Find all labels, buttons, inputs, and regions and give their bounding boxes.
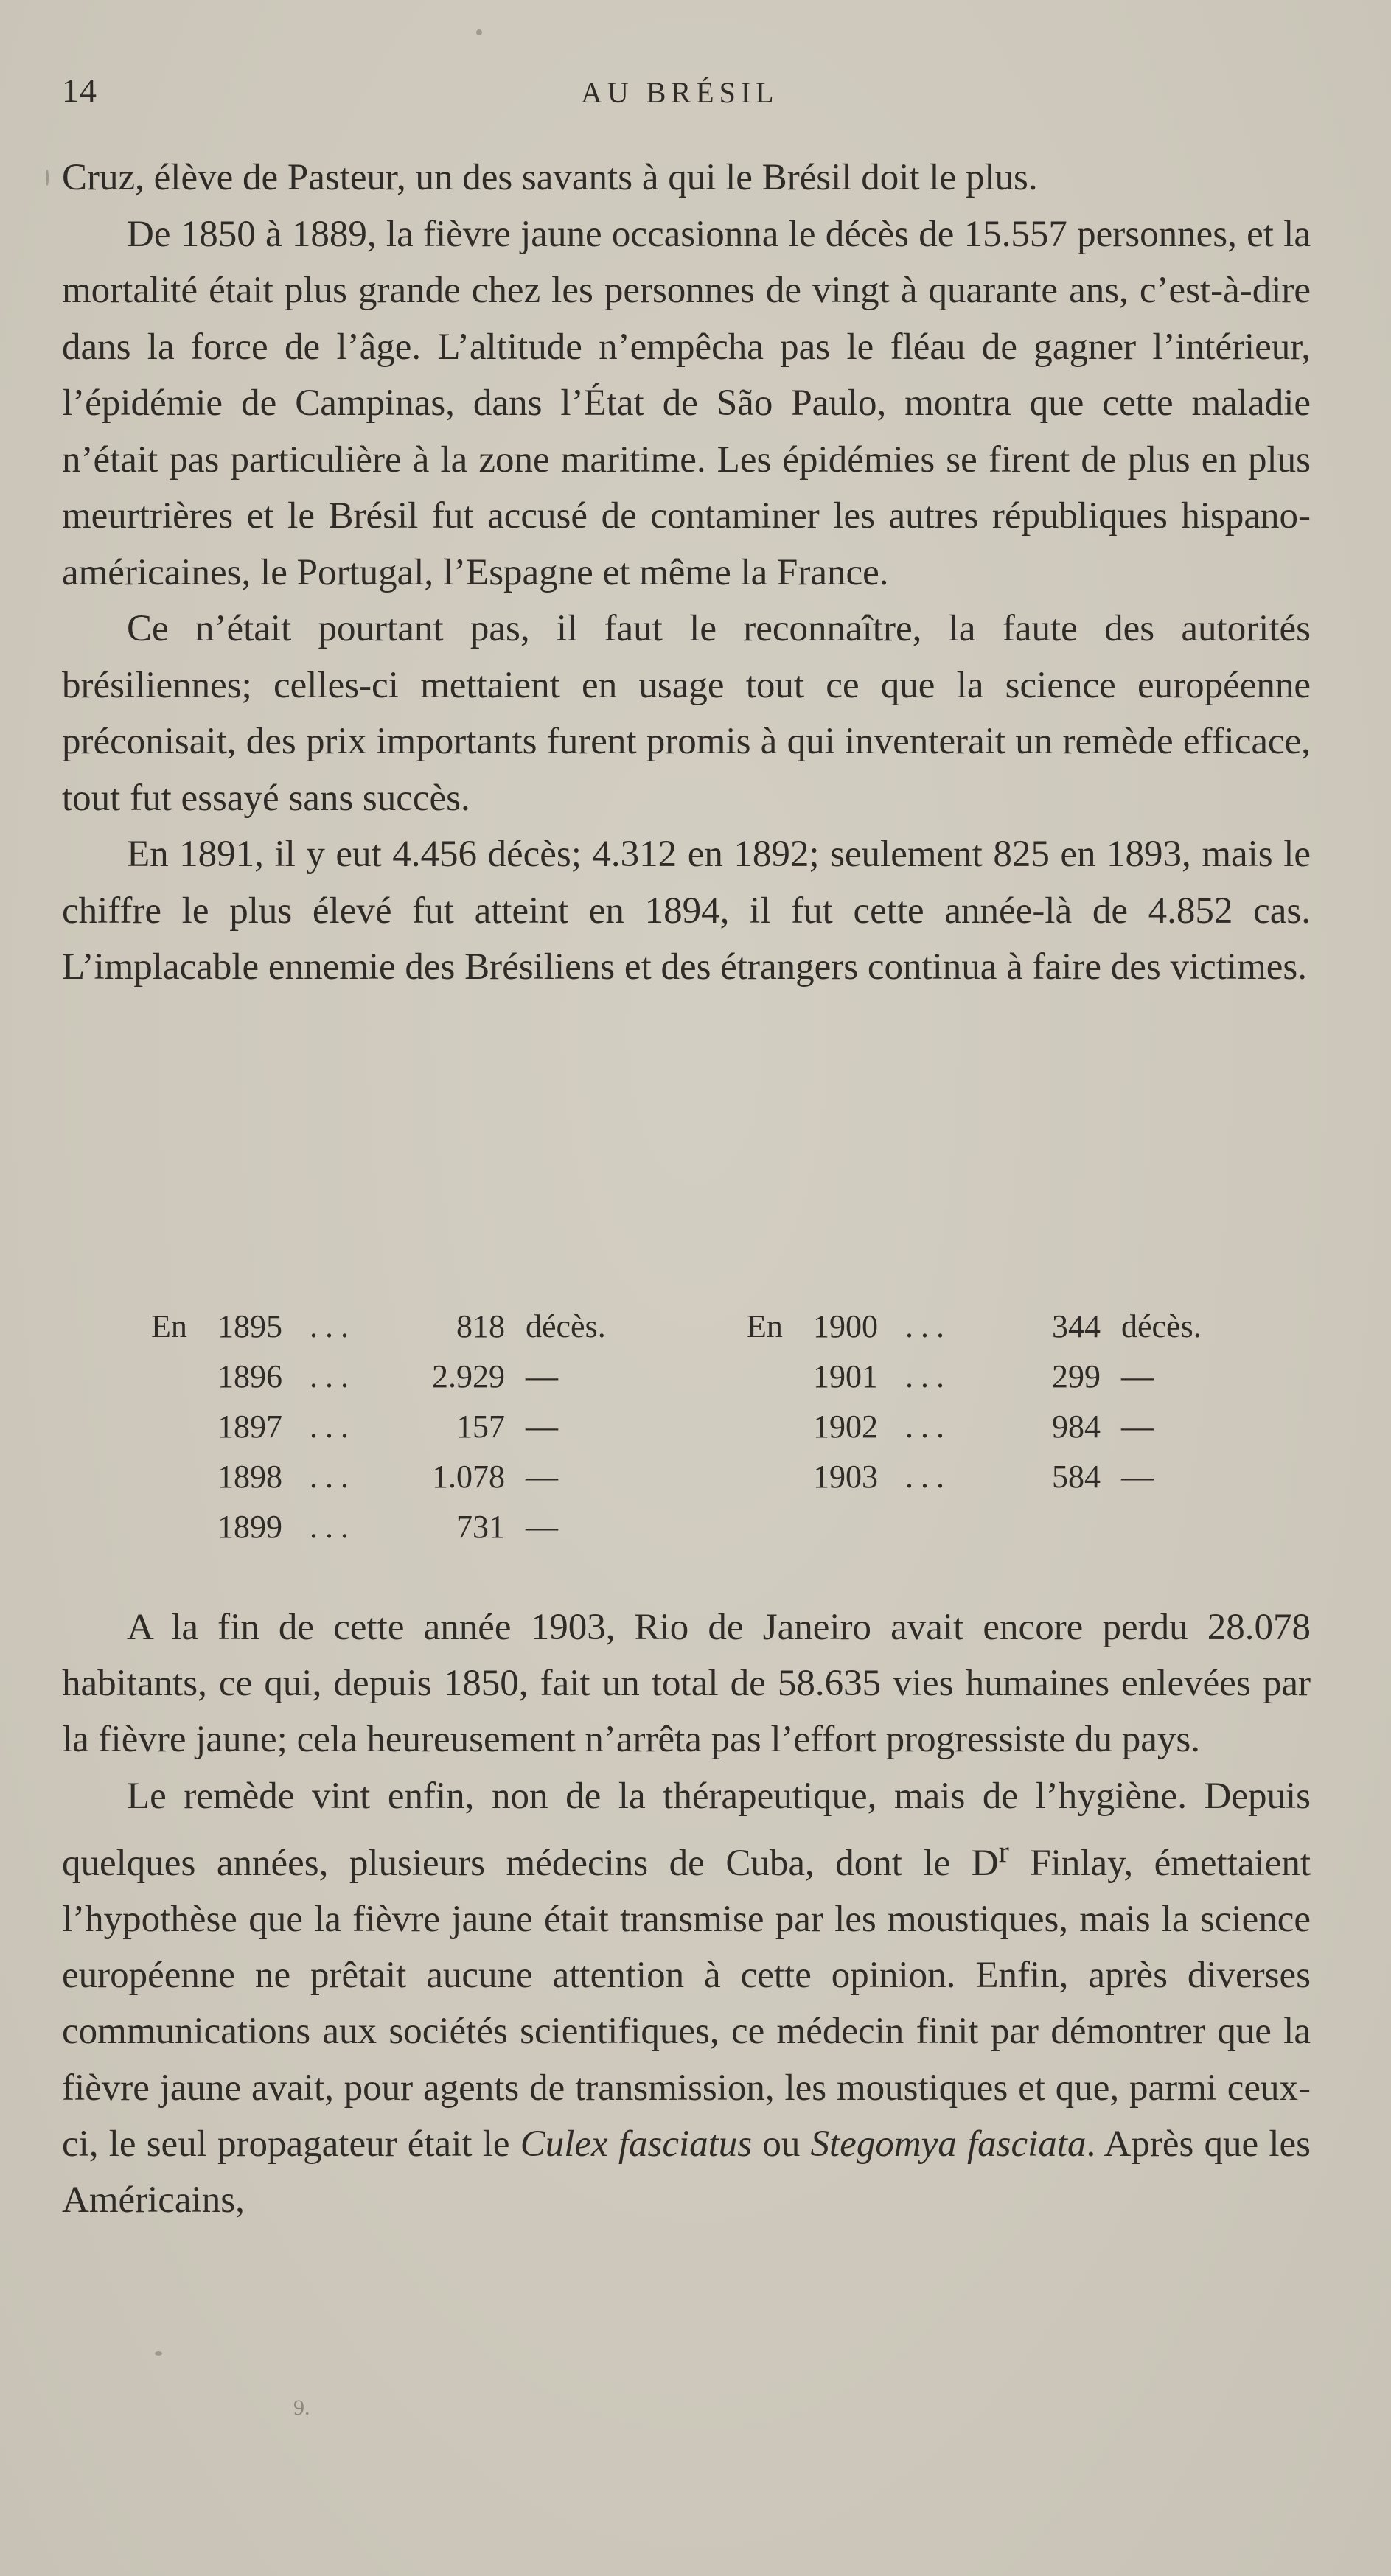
- table-year: 1900: [813, 1308, 878, 1344]
- table-unit: —: [526, 1409, 558, 1445]
- table-year: 1902: [813, 1409, 878, 1445]
- table-dots: ...: [310, 1509, 356, 1545]
- table-year: 1903: [813, 1459, 878, 1495]
- paragraph-remedy: [62, 1768, 1311, 2229]
- table-value: 157: [456, 1409, 505, 1445]
- species-name-stegomya: Stegomya fasciata: [810, 2123, 1087, 2165]
- table-year: 1896: [217, 1358, 282, 1395]
- table-year: 1901: [813, 1358, 878, 1395]
- remedy-text-4: . Après que les Américains,: [62, 2123, 1311, 2221]
- table-prefix: En: [151, 1308, 187, 1344]
- table-year: 1899: [217, 1509, 282, 1545]
- table-row: [151, 1452, 667, 1502]
- paper-speck: [476, 29, 482, 35]
- table-value: 344: [1052, 1308, 1101, 1344]
- paragraph-continuation: Cruz, élève de Pasteur, un des savants à qui le Brésil doit le plus.: [62, 157, 1038, 198]
- table-row: [151, 1402, 667, 1452]
- paragraph-1903-totals: A la fin de cette année 1903, Rio de Janeiro avait encore perdu 28.078 habitants, ce qui, depuis 1850, fait un total de 58.635 vies humaines enlevées par la fièvre jaune; cela heureusement n’arrêta pas l’effort progressiste du pays.: [62, 1607, 1311, 1761]
- table-row: [747, 1402, 1263, 1452]
- doctor-superscript: r: [998, 1834, 1009, 1869]
- table-unit: —: [1121, 1459, 1154, 1495]
- table-dots: ...: [905, 1459, 952, 1495]
- remedy-text-2: Finlay, émettaient l’hypothèse que la fièvre jaune était transmise par les moustiques, mais la science européenne ne prêtait aucune attention à cette opinion. Enfin, après diverses communications aux sociétés scientifiques, ce médecin finit par démontrer que la fièvre jaune avait, pour agents de transmission, les moustiques et que, parmi ceux-ci, le seul propagateur était le: [62, 1842, 1311, 2165]
- table-row: [747, 1352, 1263, 1402]
- folio-mark: 9.: [293, 2395, 310, 2420]
- remedy-text-1: Le remède vint enfin, non de la thérapeutique, mais de l’hygiène. Depuis quelques années, plusieurs médecins de Cuba, dont le D: [62, 1775, 1311, 1884]
- table-value: 818: [456, 1308, 505, 1344]
- table-dots: ...: [905, 1358, 952, 1395]
- table-year: 1895: [217, 1308, 282, 1344]
- table-value: 984: [1052, 1409, 1101, 1445]
- remedy-text-3: ou: [752, 2123, 811, 2165]
- table-unit: —: [526, 1358, 558, 1395]
- table-unit: —: [526, 1509, 558, 1545]
- table-dots: ...: [310, 1409, 356, 1445]
- body-text-lower: [62, 1599, 1311, 2228]
- table-row: [151, 1302, 667, 1352]
- table-value: 584: [1052, 1459, 1101, 1495]
- running-head: AU BRÉSIL: [581, 76, 779, 109]
- table-value: 731: [456, 1509, 505, 1545]
- table-prefix: En: [747, 1308, 783, 1344]
- paragraph-yellow-fever-1850-1889: De 1850 à 1889, la fièvre jaune occasionna le décès de 15.557 personnes, et la mortalité était plus grande chez les personnes de vingt à quarante ans, c’est-à-dire dans la force de l’âge. L’altitude n’empêcha pas le fléau de gagner l’intérieur, l’épidémie de Campinas, dans l’État de São Paulo, montra que cette maladie n’était pas particulière à la zone maritime. Les épidémies se firent de plus en plus meurtrières et le Brésil fut accusé de contaminer les autres républiques hispano-américaines, le Portugal, l’Espagne et même la France.: [62, 213, 1311, 593]
- table-year: 1898: [217, 1459, 282, 1495]
- species-name-culex: Culex fasciatus: [520, 2123, 753, 2165]
- table-year: 1897: [217, 1409, 282, 1445]
- page-header: [62, 71, 1315, 122]
- page-number: 14: [62, 71, 97, 109]
- table-value: 2.929: [432, 1358, 505, 1395]
- table-row: [151, 1502, 667, 1552]
- table-row: [747, 1452, 1263, 1502]
- table-row: [747, 1302, 1263, 1352]
- table-unit: —: [1121, 1409, 1154, 1445]
- table-value: 1.078: [432, 1459, 505, 1495]
- table-value: 299: [1052, 1358, 1101, 1395]
- paragraph-1891-1894: En 1891, il y eut 4.456 décès; 4.312 en 1892; seulement 825 en 1893, mais le chiffre le plus élevé fut atteint en 1894, il fut cette année-là de 4.852 cas. L’implacable ennemie des Brésiliens et des étrangers continua à faire des victimes.: [62, 834, 1311, 988]
- paragraph-authorities: Ce n’était pourtant pas, il faut le reconnaître, la faute des autorités brésiliennes; celles-ci mettaient en usage tout ce que la science européenne préconisait, des prix importants furent promis à qui inventerait un remède efficace, tout fut essayé sans succès.: [62, 608, 1311, 819]
- paper-speck: [46, 170, 49, 186]
- paper-speck: [155, 2351, 162, 2356]
- table-dots: ...: [310, 1459, 356, 1495]
- table-dots: ...: [310, 1308, 356, 1344]
- body-text-upper: [62, 150, 1311, 996]
- table-unit: décès.: [1121, 1308, 1202, 1344]
- table-unit: —: [526, 1459, 558, 1495]
- table-row: [151, 1352, 667, 1402]
- table-dots: ...: [310, 1358, 356, 1395]
- table-unit: —: [1121, 1358, 1154, 1395]
- table-dots: ...: [905, 1409, 952, 1445]
- table-unit: décès.: [526, 1308, 606, 1344]
- table-dots: ...: [905, 1308, 952, 1344]
